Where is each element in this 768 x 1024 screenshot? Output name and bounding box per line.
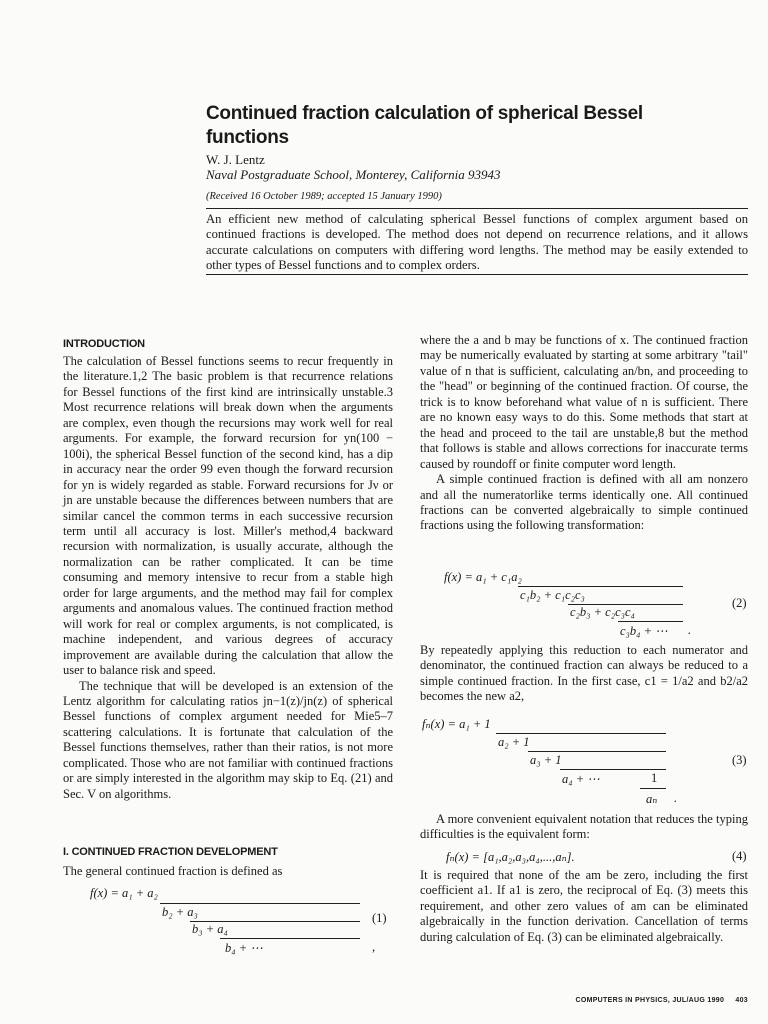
abstract-top-rule	[206, 208, 748, 209]
eq2-number: (2)	[732, 596, 747, 610]
eq2-line-2: c₁b₂ + c₁c₂c₃	[520, 588, 585, 602]
sec1-paragraph-1: The general continued fraction is defined as	[63, 864, 283, 878]
eq3-line-3: a₃ + 1	[530, 753, 562, 767]
section-heading-introduction: INTRODUCTION	[63, 338, 145, 350]
intro-paragraph-2: The technique that will be developed is an extension of the Lentz algorithm for calculating ratios jn−1(z)/jn(z) of spherical Bessel functions of complex argument needed for Mie5–7 scattering calculations. It is fortunate that calculation of the Bessel functions themselves, rather than their ratios, is not more complicated. Those who are not familiar with continued fractions or are simply interested in the algorithm may skip to Eq. (21) and Sec. V on algorithms.	[63, 678, 393, 801]
eq3-fraction-bar-1	[496, 733, 666, 734]
right-paragraph-3: By repeatedly applying this reduction to each numerator and denominator, the continued fraction can always be reduced to a simple continued fraction. In the first case, c1 = 1/a2 and b2/a2 becomes the new a2,	[420, 643, 748, 704]
eq1-line-1: f(x) = a₁ + a₂	[90, 886, 158, 900]
eq2-line-1: f(x) = a₁ + c₁a₂	[444, 570, 522, 584]
eq2-end-mark: .	[688, 623, 692, 637]
footer-journal: COMPUTERS IN PHYSICS, JUL/AUG 1990	[575, 997, 725, 1004]
eq1-end-mark: ,	[372, 940, 376, 954]
eq1-number: (1)	[372, 911, 387, 925]
eq2-fraction-bar-1	[518, 586, 683, 587]
eq1-fraction-bar-1	[160, 903, 360, 904]
right-column-paragraph-1	[420, 333, 748, 534]
eq1-line-4: b₄ + ⋯	[225, 941, 263, 955]
eq2-fraction-bar-3	[618, 621, 683, 622]
eq2-line-4: c₃b₄ + ⋯	[620, 624, 668, 638]
eq3-line-2: a₂ + 1	[498, 735, 530, 749]
abstract-bottom-rule	[206, 274, 748, 275]
eq1-fraction-bar-3	[220, 938, 360, 939]
right-paragraph-4: A more convenient equivalent notation that reduces the typing difficulties is the equivalent form:	[420, 812, 748, 842]
section-heading-continued-fraction: I. CONTINUED FRACTION DEVELOPMENT	[63, 846, 278, 858]
eq1-line-2: b₂ + a₃	[162, 905, 198, 919]
equation-4: fₙ(x) = [a₁,a₂,a₃,a₄,...,aₙ].	[446, 850, 575, 864]
affiliation: Naval Postgraduate School, Monterey, California 93943	[206, 167, 501, 182]
eq3-fraction-bar-4	[640, 788, 666, 789]
right-paragraph-5: It is required that none of the am be zero, including the first coefficient a1. If a1 is zero, the reciprocal of Eq. (3) meets this requirement, and other zero values of am can be eliminated algebraically in the function derivation. Cancellation of terms during calculation of Eq. (3) can be eliminated algebraically.	[420, 868, 748, 944]
eq3-tail-numerator: 1	[651, 771, 658, 785]
received-dates: (Received 16 October 1989; accepted 15 January 1990)	[206, 191, 442, 202]
eq3-line-1: fₙ(x) = a₁ + 1	[422, 717, 491, 731]
eq1-line-3: b₃ + a₄	[192, 922, 228, 936]
eq3-number: (3)	[732, 753, 747, 767]
abstract: An efficient new method of calculating spherical Bessel functions of complex argument based on continued fractions is developed. The method does not depend on recurrence relations, and it allows accurate calculations on computers with differing word lengths. The method may be easily extended to other types of Bessel functions and to complex orders.	[206, 212, 748, 272]
eq3-end-mark: .	[674, 791, 678, 805]
right-paragraph-2: A simple continued fraction is defined with all am nonzero and all the numeratorlike terms identically one. All continued fractions can be converted algebraically to simple continued fractions using the following transformation:	[420, 472, 748, 533]
author: W. J. Lentz	[206, 152, 265, 167]
eq3-tail-denominator: aₙ	[646, 792, 658, 806]
page-footer	[575, 997, 748, 1004]
eq3-line-4: a₄ + ⋯	[562, 772, 600, 786]
intro-paragraph-1: The calculation of Bessel functions seems to recur frequently in the literature.1,2 The basic problem is that recurrence relations for Bessel functions of the first kind are intrinsically unstable.3 Most recurrence relations will break down when the arguments are complex, even though the recursions may work well for real arguments. For example, the forward recursion for yn(100 − 100i), the spherical Bessel function of the second kind, has a dip in accuracy near the order 99 even though the forward recursion for yn is widely regarded as stable. Forward recursions for Jν or jn are unstable because the differences between numbers that are similar cancel the common terms in each successive recursion term until all accuracy is lost. Miller's method,4 backward recursion with normalization, is usually accurate, although the normalization can be rather complicated. It can be time consuming and memory intensive to recur from a stable high order for large arguments, and the method may fail for complex arguments and anomalous values. The continued fraction method will work for real or complex arguments, is not complicated, is machine independent, and various degrees of accuracy improvement are available during the calculation that allow the user to balance risk and speed.	[63, 354, 393, 678]
right-paragraph-1: where the a and b may be functions of x. The continued fraction may be numerically evaluated by starting at some arbitrary "tail" value of n that is sufficient, calculating an/bn, and proceeding to the "head" or beginning of the continued fraction. Of course, the trick is to know beforehand what value of n is sufficient. There are no known easy ways to do this. Some methods that start at the head and proceed to the tail are unstable,8 but the method that follows is stable and allows corrections for inaccurate terms caused by roundoff or finite computer word length.	[420, 333, 748, 471]
left-column-intro	[63, 354, 393, 802]
footer-page-number: 403	[735, 997, 748, 1004]
eq3-fraction-bar-2	[528, 751, 666, 752]
eq3-fraction-bar-3	[560, 769, 666, 770]
paper-title: Continued fraction calculation of spherical Bessel functions	[206, 103, 643, 148]
eq2-line-3: c₂b₃ + c₂c₃c₄	[570, 605, 635, 619]
eq4-number: (4)	[732, 849, 747, 863]
